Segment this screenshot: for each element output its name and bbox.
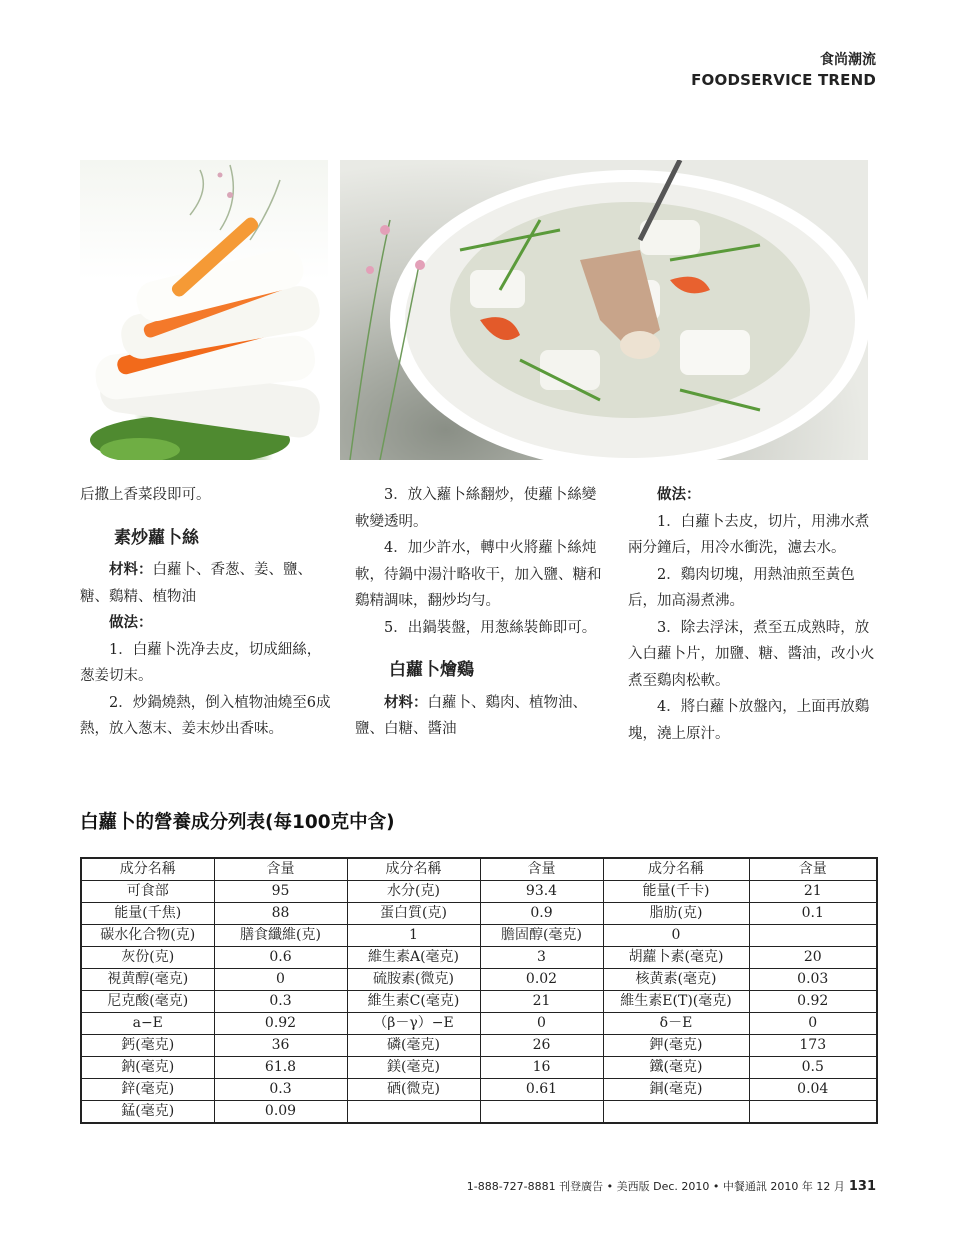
column-header: 成分名稱 (347, 858, 480, 881)
table-cell: 水分(克) (347, 881, 480, 903)
table-cell: 尼克酸(毫克) (81, 991, 214, 1013)
method-step: 3．除去浮沫，煮至五成熟時，放入白蘿卜片，加鹽、糖、醬油，改小火煮至鷄肉松軟。 (628, 619, 875, 689)
table-row (81, 925, 877, 947)
text-column-2 (355, 482, 610, 743)
table-cell: 維生素C(毫克) (347, 991, 480, 1013)
column-header: 含量 (480, 858, 603, 881)
radish-salad-photo (80, 160, 328, 460)
table-cell: 16 (480, 1057, 603, 1079)
table-cell: 能量(千焦) (81, 903, 214, 925)
materials-text: 白蘿卜、香葱、姜、鹽、糖、鷄精、植物油 (80, 562, 312, 605)
column-header: 成分名稱 (603, 858, 749, 881)
column-header: 含量 (214, 858, 347, 881)
table-cell: 0.3 (214, 1079, 347, 1101)
table-row (81, 947, 877, 969)
table-cell: 0.5 (749, 1057, 877, 1079)
table-cell (347, 1101, 480, 1124)
table-cell (749, 1101, 877, 1124)
table-row (81, 991, 877, 1013)
method-step: 1．白蘿卜洗净去皮，切成細絲，葱姜切末。 (80, 641, 322, 684)
table-cell: 95 (214, 881, 347, 903)
dish-title-stir-fried-radish: 素炒蘿卜絲 (114, 527, 199, 548)
table-cell: 61.8 (214, 1057, 347, 1079)
table-cell: 21 (749, 881, 877, 903)
table-cell: 銅(毫克) (603, 1079, 749, 1101)
table-cell: 93.4 (480, 881, 603, 903)
table-cell: 0.3 (214, 991, 347, 1013)
method-step: 4．加少許水，轉中火將蘿卜絲炖軟，待鍋中湯汁略收干，加入鹽、糖和鷄精調味，翻炒均勻。 (355, 540, 602, 609)
table-cell: 膳食纖維(克) (214, 925, 347, 947)
table-row (81, 1035, 877, 1057)
table-cell: 灰份(克) (81, 947, 214, 969)
table-cell: 鐵(毫克) (603, 1057, 749, 1079)
table-cell: 視黄醇(毫克) (81, 969, 214, 991)
table-cell: 26 (480, 1035, 603, 1057)
table-row (81, 1101, 877, 1124)
materials-line (355, 690, 610, 743)
method-step: 2．炒鍋燒熱，倒入植物油燒至6成熱，放入葱末、姜末炒出香味。 (80, 694, 331, 737)
table-cell: 0.1 (749, 903, 877, 925)
table-cell: 0.9 (480, 903, 603, 925)
table-cell: 0 (749, 1013, 877, 1035)
table-cell: 0.04 (749, 1079, 877, 1101)
table-cell: 20 (749, 947, 877, 969)
table-cell: 維生素E(T)(毫克) (603, 991, 749, 1013)
table-cell: （β－γ）−E (347, 1013, 480, 1035)
table-cell: 硫胺素(微克) (347, 969, 480, 991)
section-title-en: FOODSERVICE TREND (691, 71, 876, 89)
nutrition-table (80, 857, 878, 1124)
table-cell: a−E (81, 1013, 214, 1035)
column-header: 成分名稱 (81, 858, 214, 881)
dish-title-radish-chicken: 白蘿卜燴鷄 (389, 660, 474, 680)
section-header (691, 50, 876, 90)
table-cell: 鉀(毫克) (603, 1035, 749, 1057)
table-cell: 21 (480, 991, 603, 1013)
text-column-1 (80, 482, 335, 743)
table-cell: 0 (603, 925, 749, 947)
table-cell (603, 1101, 749, 1124)
table-cell: 0.61 (480, 1079, 603, 1101)
table-cell: 0.09 (214, 1101, 347, 1124)
table-cell: 可食部 (81, 881, 214, 903)
table-row (81, 1079, 877, 1101)
table-row (81, 1013, 877, 1035)
section-title-cn: 食尚潮流 (820, 52, 876, 68)
table-cell: 0.92 (749, 991, 877, 1013)
page-number: 131 (848, 1179, 876, 1194)
table-cell: 0.03 (749, 969, 877, 991)
table-cell: 脂肪(克) (603, 903, 749, 925)
table-cell: 磷(毫克) (347, 1035, 480, 1057)
recipe-tail-text: 后撒上香菜段即可。 (80, 487, 211, 503)
table-cell (749, 925, 877, 947)
method-step: 5．出鍋裝盤，用葱絲裝飾即可。 (384, 619, 597, 636)
table-row (81, 881, 877, 903)
table-cell: 維生素A(毫克) (347, 947, 480, 969)
table-cell: 0 (214, 969, 347, 991)
table-cell: 硒(微克) (347, 1079, 480, 1101)
table-cell: 1 (347, 925, 480, 947)
table-row (81, 903, 877, 925)
method-step: 4．將白蘿卜放盤內，上面再放鷄塊，澆上原汁。 (628, 699, 870, 742)
table-cell: 0.92 (214, 1013, 347, 1035)
table-cell: 36 (214, 1035, 347, 1057)
table-cell: 蛋白質(克) (347, 903, 480, 925)
table-header-row (81, 858, 877, 881)
nutrition-table-title: 白蘿卜的營養成分列表(每100克中含) (80, 812, 395, 833)
table-cell: 0.6 (214, 947, 347, 969)
materials-text: 白蘿卜、鷄肉、植物油、鹽、白糖、醬油 (355, 694, 587, 737)
table-row (81, 1057, 877, 1079)
materials-label: 材料： (384, 693, 428, 711)
materials-line (80, 557, 335, 610)
column-header: 含量 (749, 858, 877, 881)
table-cell: 鋅(毫克) (81, 1079, 214, 1101)
table-cell: 碳水化合物(克) (81, 925, 214, 947)
method-step: 2．鷄肉切塊，用熱油煎至黃色后，加高湯煮沸。 (628, 566, 855, 609)
table-cell: 173 (749, 1035, 877, 1057)
materials-label: 材料： (109, 561, 153, 578)
text-column-3 (628, 482, 878, 747)
table-cell: 胡蘿卜素(毫克) (603, 947, 749, 969)
table-cell: δ－E (603, 1013, 749, 1035)
table-cell: 能量(千卡) (603, 881, 749, 903)
method-label: 做法： (109, 614, 153, 631)
method-step: 1．白蘿卜去皮，切片，用沸水煮兩分鐘后，用冷水衝洗，濾去水。 (628, 513, 870, 556)
table-cell: 鈣(毫克) (81, 1035, 214, 1057)
table-cell: 0.02 (480, 969, 603, 991)
method-step: 3．放入蘿卜絲翻炒，使蘿卜絲變軟變透明。 (355, 487, 597, 530)
table-cell: 膽固醇(毫克) (480, 925, 603, 947)
table-cell: 核黄素(毫克) (603, 969, 749, 991)
table-cell: 鎂(毫克) (347, 1057, 480, 1079)
radish-soup-photo (340, 160, 868, 460)
table-cell: 0 (480, 1013, 603, 1035)
table-cell (480, 1101, 603, 1124)
table-cell: 88 (214, 903, 347, 925)
table-cell: 錳(毫克) (81, 1101, 214, 1124)
table-cell: 鈉(毫克) (81, 1057, 214, 1079)
table-row (81, 969, 877, 991)
method-label: 做法： (657, 486, 701, 503)
footer-text: 1-888-727-8881 刊登廣告 • 美西版 Dec. 2010 • 中餐通訊 2010 年 12 月 (466, 1180, 845, 1193)
page-footer (467, 1178, 876, 1194)
table-cell: 3 (480, 947, 603, 969)
